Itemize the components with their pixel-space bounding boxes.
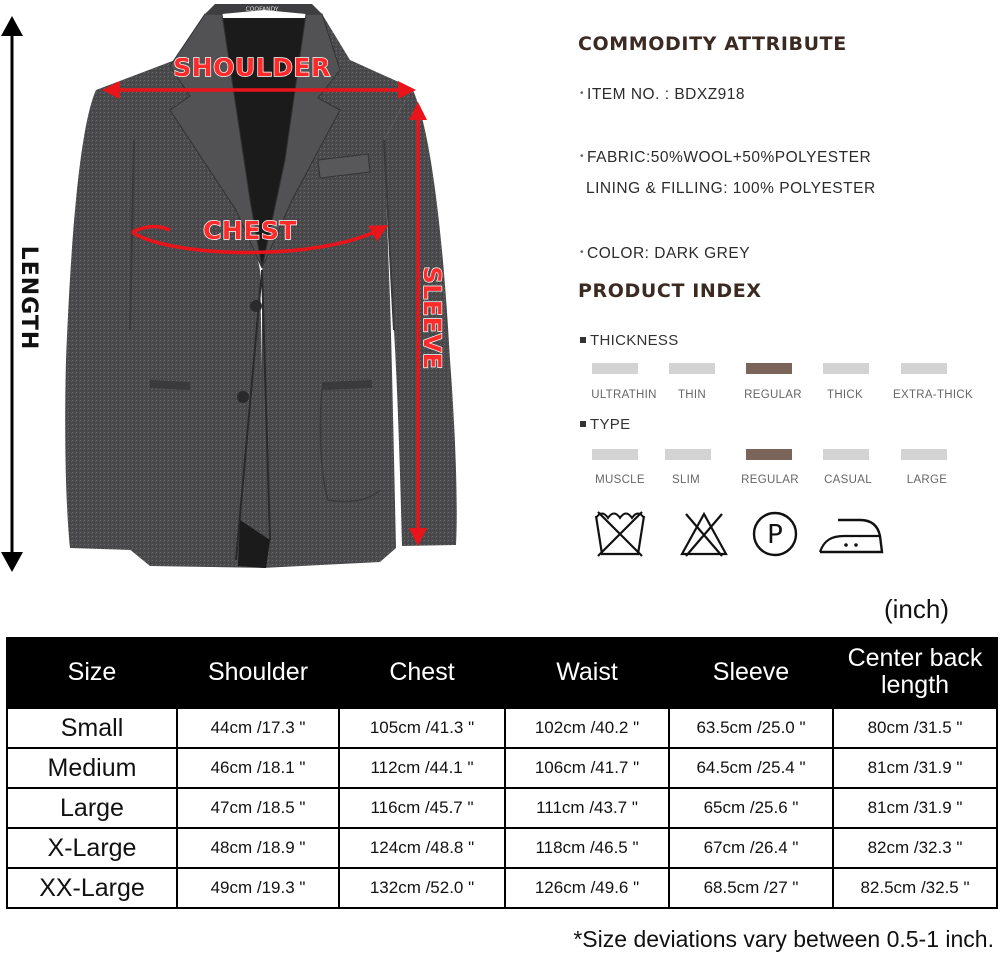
thickness-option: THIN — [677, 389, 707, 401]
table-cell: 118cm /46.5 " — [505, 828, 669, 868]
table-cell: 105cm /41.3 " — [339, 707, 505, 748]
no-wash-icon — [592, 508, 648, 558]
table-cell: 48cm /18.9 " — [177, 828, 339, 868]
table-cell: 112cm /44.1 " — [339, 748, 505, 788]
color — [580, 245, 750, 263]
size-cell: Medium — [7, 748, 177, 788]
type-bar — [665, 449, 711, 460]
dry-clean-p-icon — [750, 509, 800, 559]
table-cell: 126cm /49.6 " — [505, 868, 669, 908]
bullet-icon: • — [580, 247, 585, 258]
no-bleach-icon — [678, 510, 730, 558]
thickness-label: THICKNESS — [580, 332, 679, 349]
table-cell: 65cm /25.6 " — [669, 788, 833, 828]
thickness-option: REGULAR — [744, 389, 802, 401]
type-option: LARGE — [906, 474, 948, 486]
header-waist: Waist — [505, 638, 669, 707]
table-row — [7, 788, 997, 828]
type-option: CASUAL — [824, 474, 872, 486]
thickness-bar — [592, 363, 638, 374]
table-cell: 44cm /17.3 " — [177, 707, 339, 748]
color-text: COLOR: DARK GREY — [587, 245, 751, 262]
table-cell: 102cm /40.2 " — [505, 707, 669, 748]
header-chest: Chest — [339, 638, 505, 707]
table-cell: 46cm /18.1 " — [177, 748, 339, 788]
iron-low-heat-icon — [816, 510, 886, 558]
table-row — [7, 868, 997, 908]
jacket-diagram — [0, 0, 560, 590]
fabric-text: FABRIC:50%WOOL+50%POLYESTER — [587, 149, 872, 166]
table-cell: 124cm /48.8 " — [339, 828, 505, 868]
type-bar — [823, 449, 869, 460]
length-label: LENGTH — [16, 245, 41, 351]
thickness-option: ULTRATHIN — [591, 389, 657, 401]
brand-tag: COOFANDY — [245, 6, 279, 13]
type-bar — [592, 449, 638, 460]
table-cell: 81cm /31.9 " — [833, 748, 997, 788]
table-cell: 80cm /31.5 " — [833, 707, 997, 748]
thickness-bar — [669, 363, 715, 374]
svg-text:P: P — [767, 520, 783, 550]
table-cell: 63.5cm /25.0 " — [669, 707, 833, 748]
bullet-icon: • — [580, 88, 585, 99]
table-cell: 49cm /19.3 " — [177, 868, 339, 908]
type-option: MUSCLE — [595, 474, 645, 486]
square-bullet-icon — [580, 337, 586, 343]
sleeve-label: SLEEVE — [418, 266, 446, 370]
thickness-option: EXTRA-THICK — [893, 389, 973, 401]
lining-text: LINING & FILLING: 100% POLYESTER — [586, 180, 876, 197]
table-cell: 47cm /18.5 " — [177, 788, 339, 828]
thickness-option: THICK — [827, 389, 863, 401]
size-cell: Small — [7, 707, 177, 748]
product-index-title: PRODUCT INDEX — [578, 280, 762, 302]
type-label: TYPE — [580, 416, 630, 433]
header-sleeve: Sleeve — [669, 638, 833, 707]
table-cell: 111cm /43.7 " — [505, 788, 669, 828]
thickness-bar — [746, 363, 792, 374]
size-cell: X-Large — [7, 828, 177, 868]
shoulder-label: SHOULDER — [173, 53, 331, 82]
table-cell: 132cm /52.0 " — [339, 868, 505, 908]
fabric — [580, 149, 871, 167]
table-cell: 81cm /31.9 " — [833, 788, 997, 828]
table-row — [7, 828, 997, 868]
table-row — [7, 707, 997, 748]
table-cell: 82.5cm /32.5 " — [833, 868, 997, 908]
table-cell: 64.5cm /25.4 " — [669, 748, 833, 788]
type-bar — [901, 449, 947, 460]
table-cell: 68.5cm /27 " — [669, 868, 833, 908]
size-table — [6, 637, 998, 909]
type-option: REGULAR — [741, 474, 799, 486]
size-cell: Large — [7, 788, 177, 828]
square-bullet-icon — [580, 421, 586, 427]
type-option: SLIM — [671, 474, 701, 486]
bullet-icon: • — [580, 151, 585, 162]
thickness-bar — [901, 363, 947, 374]
size-deviation-note: *Size deviations vary between 0.5-1 inch. — [573, 926, 994, 952]
table-cell: 116cm /45.7 " — [339, 788, 505, 828]
thickness-bar — [823, 363, 869, 374]
table-cell: 106cm /41.7 " — [505, 748, 669, 788]
table-cell: 67cm /26.4 " — [669, 828, 833, 868]
table-row — [7, 748, 997, 788]
type-bar — [746, 449, 792, 460]
item-number-text: ITEM NO. : BDXZ918 — [587, 86, 746, 103]
table-cell: 82cm /32.3 " — [833, 828, 997, 868]
header-shoulder: Shoulder — [177, 638, 339, 707]
item-number — [580, 86, 745, 104]
chest-label: CHEST — [203, 216, 297, 245]
header-center-back-length: Center back length — [833, 638, 997, 707]
header-size: Size — [7, 638, 177, 707]
size-cell: XX-Large — [7, 868, 177, 908]
table-header-row — [7, 638, 997, 707]
unit-label: (inch) — [884, 594, 950, 624]
commodity-attribute-title: COMMODITY ATTRIBUTE — [578, 33, 847, 55]
